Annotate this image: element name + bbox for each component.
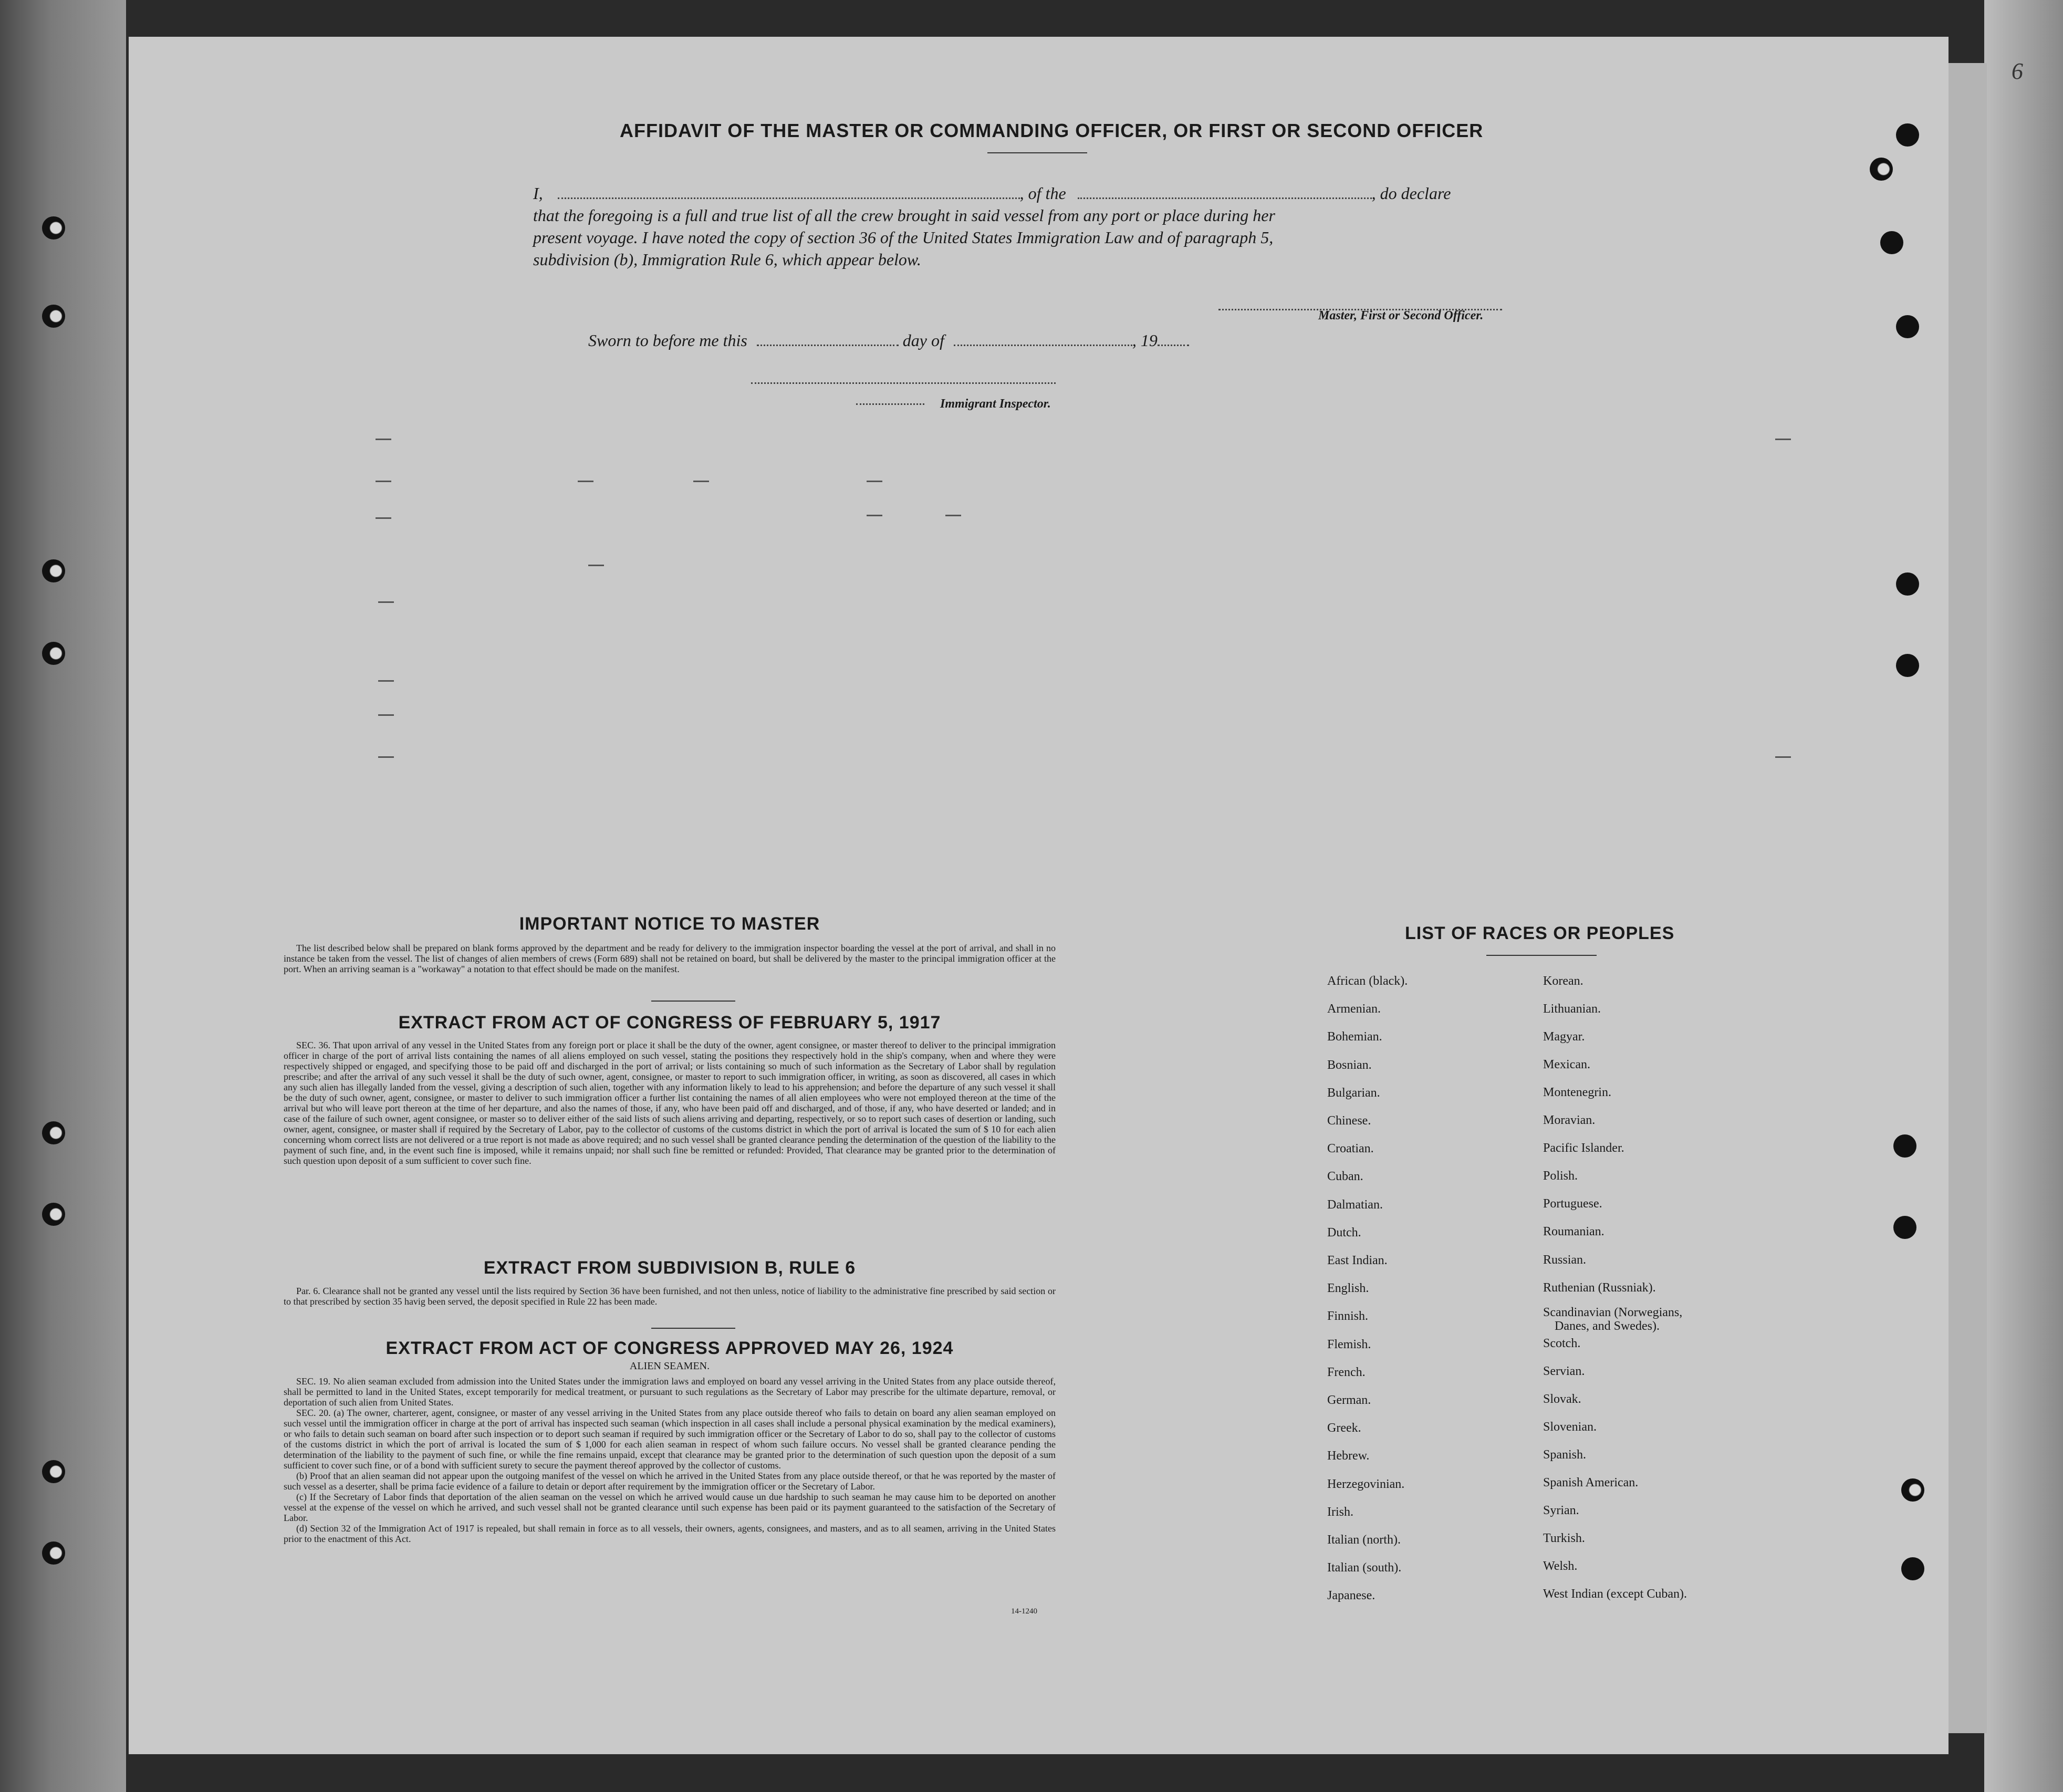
binder-hole	[1893, 1134, 1916, 1158]
binder-hole	[42, 216, 65, 239]
binder-hole	[1880, 231, 1903, 254]
binder-hole	[1901, 1478, 1924, 1502]
ruling-mark	[378, 714, 394, 716]
race-item: Spanish.	[1543, 1448, 1587, 1462]
name-blank	[558, 192, 1020, 199]
race-item: Irish.	[1327, 1505, 1353, 1519]
rule-6-body	[284, 1286, 1056, 1307]
binder-hole	[1901, 1557, 1924, 1580]
race-item: Dalmatian.	[1327, 1197, 1383, 1212]
race-item: Turkish.	[1543, 1531, 1585, 1545]
binder-hole	[1896, 572, 1919, 596]
section-20d-paragraph: (d) Section 32 of the Immigration Act of 1917 is repealed, but shall remain in force as to all vessels, their owners, agents, consignees, and masters, and as to all seamen, arriving in the United States prior to the enactment of this Act.	[284, 1523, 1056, 1544]
race-item: Servian.	[1543, 1364, 1585, 1378]
race-item: Italian (south).	[1327, 1561, 1402, 1575]
affidavit-line-3: present voyage. I have noted the copy of section 36 of the United States Immigration Law and of paragraph 5,	[533, 228, 1274, 247]
form-number: 14-1240	[1011, 1607, 1037, 1616]
affidavit-of-the: , of the	[1019, 184, 1066, 203]
inspector-dots	[856, 398, 924, 405]
races-title: LIST OF RACES OR PEOPLES	[1405, 923, 1675, 943]
notice-body	[284, 943, 1056, 974]
race-item: Finnish.	[1327, 1309, 1369, 1324]
race-item: African (black).	[1327, 974, 1408, 988]
race-item: Armenian.	[1327, 1002, 1381, 1016]
binder-hole	[1896, 123, 1919, 147]
divider	[651, 1328, 735, 1329]
extract-1924-title: EXTRACT FROM ACT OF CONGRESS APPROVED MAY 26, 1924	[385, 1338, 954, 1358]
ruling-mark	[588, 565, 604, 566]
section-19-paragraph: SEC. 19. No alien seaman excluded from admission into the United States under the immigration laws and employed on board any vessel arriving in the United States from any place outside thereof, shall be permitted to land in the United States, except temporarily for medical treatment, or pursuant to such regulations as the Secretary of Labor may prescribe for the ultimate departure, removal, or deportation of such alien from United States.	[284, 1376, 1056, 1408]
year-blank	[1158, 339, 1189, 346]
affidavit-i: I,	[533, 184, 543, 203]
notice-title: IMPORTANT NOTICE TO MASTER	[519, 914, 820, 934]
race-item: Italian (north).	[1327, 1533, 1401, 1547]
rule-6-paragraph: Par. 6. Clearance shall not be granted any vessel until the lists required by Section 36 have been furnished, and not then unless, notice of liability to the administrative fine prescribed by said section or to that prescribed by section 35 havig been served, the deposit specified in Rule 22 has been made.	[284, 1286, 1056, 1307]
race-item: Magyar.	[1543, 1030, 1585, 1044]
corner-mark: 6	[2012, 58, 2023, 84]
binder-hole	[42, 642, 65, 665]
affidavit-line-1	[533, 184, 1451, 203]
scan-right-edge	[1984, 0, 2063, 1792]
binder-hole	[42, 1121, 65, 1144]
affidavit-line-4: subdivision (b), Immigration Rule 6, which appear below.	[533, 250, 921, 269]
affidavit-do-declare: , do declare	[1371, 184, 1451, 203]
race-item: Bosnian.	[1327, 1058, 1372, 1072]
ruling-mark	[945, 515, 961, 516]
ruling-mark	[867, 481, 882, 482]
affidavit-title: AFFIDAVIT OF THE MASTER OR COMMANDING OFFICER, OR FIRST OR SECOND OFFICER	[620, 120, 1484, 141]
ruling-mark	[378, 601, 394, 603]
sworn-text: Sworn to before me this	[588, 331, 747, 350]
extract-1917-body	[284, 1040, 1056, 1166]
day-of-text: day of	[902, 331, 944, 350]
race-item: German.	[1327, 1393, 1371, 1407]
race-item: Welsh.	[1543, 1559, 1578, 1573]
race-item: Croatian.	[1327, 1142, 1374, 1156]
race-item: Lithuanian.	[1543, 1002, 1601, 1016]
day-blank	[757, 339, 899, 346]
affidavit-line-2: that the foregoing is a full and true list of all the crew brought in said vessel from any port or place during her	[533, 206, 1275, 225]
race-item: Ruthenian (Russniak).	[1543, 1281, 1656, 1295]
master-caption: Master, First or Second Officer.	[1318, 309, 1484, 322]
race-item: Scandinavian (Norwegians,	[1543, 1306, 1683, 1319]
section-20c-paragraph: (c) If the Secretary of Labor finds that deportation of the alien seaman on the vessel on which he arrived would cause un due hardship to such seaman he may cause him to be deported on another vessel at the expense of the vessel on which he arrived, and such vessel shall not be granted clearance until such expense has been paid or its payment guaranteed to the satisfaction of the Secretary of Labor.	[284, 1492, 1056, 1523]
race-item: Slovenian.	[1543, 1420, 1597, 1434]
binder-hole	[42, 1460, 65, 1483]
vessel-blank	[1078, 192, 1372, 199]
race-item: Syrian.	[1543, 1504, 1579, 1517]
year-prefix: , 19	[1132, 331, 1158, 350]
race-item: East Indian.	[1327, 1254, 1388, 1267]
ruling-mark	[693, 481, 709, 482]
race-item: Mexican.	[1543, 1058, 1590, 1071]
race-item: Moravian.	[1543, 1113, 1596, 1127]
underlying-sheet	[1946, 63, 1987, 1733]
month-blank	[954, 339, 1132, 346]
race-item: Scotch.	[1543, 1337, 1581, 1350]
section-20a-paragraph: SEC. 20. (a) The owner, charterer, agent, consignee, or master of any vessel arriving in the United States from any place outside thereof who fails to detain on board any alien seaman employed on such vessel until the immigration officer in charge at the port of arrival has inspected such seaman (which inspection in all cases shall include a personal physical examination by the medical examiners), or who fails to detain such seaman on board after such inspection or to deport such seaman if required by such immigration officer or the Secretary of Labor to do so, shall pay to the collector of customs of the customs district in which the port of arrival is located the sum of $ 1,000 for each alien seaman in respect of whom such failure occurs. No vessel shall be granted clearance pending the determination of the liability to the payment of such fine, or while the fine remains unpaid, except that clearance may be granted prior to the determination of such question upon the deposit of a sum sufficient to cover such fine, or of a bond with sufficient surety to secure the payment thereof approved by the collector of customs.	[284, 1408, 1056, 1471]
binder-hole	[1870, 158, 1893, 181]
race-item: Flemish.	[1327, 1337, 1371, 1351]
ruling-mark	[578, 481, 593, 482]
race-item: Bulgarian.	[1327, 1086, 1380, 1100]
binder-hole	[42, 559, 65, 582]
ruling-mark	[378, 680, 394, 682]
ruling-mark	[867, 515, 882, 516]
binder-hole	[42, 1203, 65, 1226]
race-item: English.	[1327, 1282, 1369, 1296]
rule-6-title: EXTRACT FROM SUBDIVISION B, RULE 6	[483, 1258, 856, 1278]
race-item: Roumanian.	[1543, 1225, 1604, 1238]
notice-paragraph: The list described below shall be prepared on blank forms approved by the department and be ready for delivery to the immigration inspector boarding the vessel at the port of arrival, and shall in no instance be taken from the vessel. The list of changes of alien members of crews (Form 689) shall not be retained on board, but shall be delivered by the master to the principal immigration officer at the port. When an arriving seaman is a "workaway" a notation to that effect should be made on the manifest.	[284, 943, 1056, 974]
race-item: Slovak.	[1543, 1392, 1581, 1406]
race-item: Portuguese.	[1543, 1197, 1602, 1211]
ruling-mark	[1775, 756, 1791, 758]
binder-hole	[1896, 654, 1919, 677]
ruling-mark	[376, 481, 391, 482]
extract-1917-title: EXTRACT FROM ACT OF CONGRESS OF FEBRUARY 5, 1917	[398, 1013, 941, 1033]
race-item: Hebrew.	[1327, 1449, 1370, 1463]
race-item: Korean.	[1543, 974, 1583, 988]
race-item: Cuban.	[1327, 1170, 1363, 1184]
race-item: Japanese.	[1327, 1589, 1376, 1603]
ruling-mark	[376, 439, 391, 440]
ruling-mark	[1775, 439, 1791, 440]
race-item: Montenegrin.	[1543, 1086, 1611, 1099]
race-item: Polish.	[1543, 1169, 1578, 1183]
ruling-mark	[376, 517, 391, 519]
race-item: Spanish American.	[1543, 1476, 1639, 1489]
section-36-paragraph: SEC. 36. That upon arrival of any vessel in the United States from any foreign port or place it shall be the duty of the owner, agent consignee, or master thereof to deliver to the principal immigration officer in charge of the port of arrival lists containing the names of all aliens employed on such vessel, stating the positions they respectively hold in the ship's company, when and where they were respectively shipped or engaged, and specifying those to be paid off and discharged in the port of arrival; or lists containing so much of such information as the Secretary of Labor shall by regulation prescribe; and after the arrival of any such vessel it shall be the duty of such owner, agent, consignee, or master to report to such immigration officer, in writing, as soon as discovered, all cases in which any such alien has illegally landed from the vessel, giving a description of such alien, together with any information likely to lead to his apprehension; and before the departure of any such vessel it shall be the duty of such owner, agent, consignee, or master to deliver to such immigration officer a further list containing the names of all alien employees who were not employed thereon at the time of the arrival but who will leave port thereon at the time of her departure, and also the names of those, if any, who have been paid off and discharged, and of those, if any, who have deserted or landed; and in case of the failure of such owner, agent consignee, or master so to deliver either of the said lists of such aliens arriving and departing, respectively, or so to report such cases of desertion or landing, such owner, agent, consignee, or master shall if required by the Secretary of Labor, pay to the collector of customs of the customs district in which the port of arrival is located the sum of $ 10 for each alien concerning whom correct lists are not delivered or a true report is not made as above required; and no such vessel shall be granted clearance pending the determination of the question of the liability to the payment of such fine, and, in the event such fine is imposed, while it remains unpaid; nor shall such fine be remitted or refunded: Provided, That clearance may be granted prior to the determination of such question upon deposit of a sum sufficient to cover such fine.	[284, 1040, 1056, 1166]
section-20b-paragraph: (b) Proof that an alien seaman did not appear upon the outgoing manifest of the vessel on which he arrived in the United States from any place outside thereof, or that he was reported by the master of such vessel as a deserter, shall be prima facie evidence of a failure to detain or deport after requirement by the immigration officer or the Secretary of Labor.	[284, 1471, 1056, 1492]
races-underline	[1486, 955, 1597, 956]
binder-hole	[1893, 1216, 1916, 1239]
race-item: Pacific Islander.	[1543, 1141, 1624, 1155]
binder-hole	[1896, 315, 1919, 338]
sworn-line	[588, 331, 1189, 350]
alien-seamen-subtitle: ALIEN SEAMEN.	[629, 1360, 710, 1372]
race-item: Dutch.	[1327, 1225, 1361, 1239]
race-item: Russian.	[1543, 1253, 1587, 1267]
inspector-caption: Immigrant Inspector.	[940, 397, 1051, 411]
extract-1924-body	[284, 1376, 1056, 1544]
race-item: Chinese.	[1327, 1114, 1371, 1128]
inspector-signature-blank	[751, 377, 1056, 384]
race-item: West Indian (except Cuban).	[1543, 1587, 1687, 1601]
race-item: Herzegovinian.	[1327, 1477, 1405, 1491]
race-item: French.	[1327, 1365, 1366, 1379]
race-item: Greek.	[1327, 1421, 1361, 1435]
ruling-mark	[378, 756, 394, 758]
race-item: Bohemian.	[1327, 1030, 1382, 1044]
divider	[651, 1001, 735, 1002]
binder-hole	[42, 1541, 65, 1565]
race-item: Danes, and Swedes).	[1555, 1319, 1660, 1333]
binder-hole	[42, 305, 65, 328]
title-underline	[987, 152, 1087, 153]
scan-left-edge	[0, 0, 126, 1792]
